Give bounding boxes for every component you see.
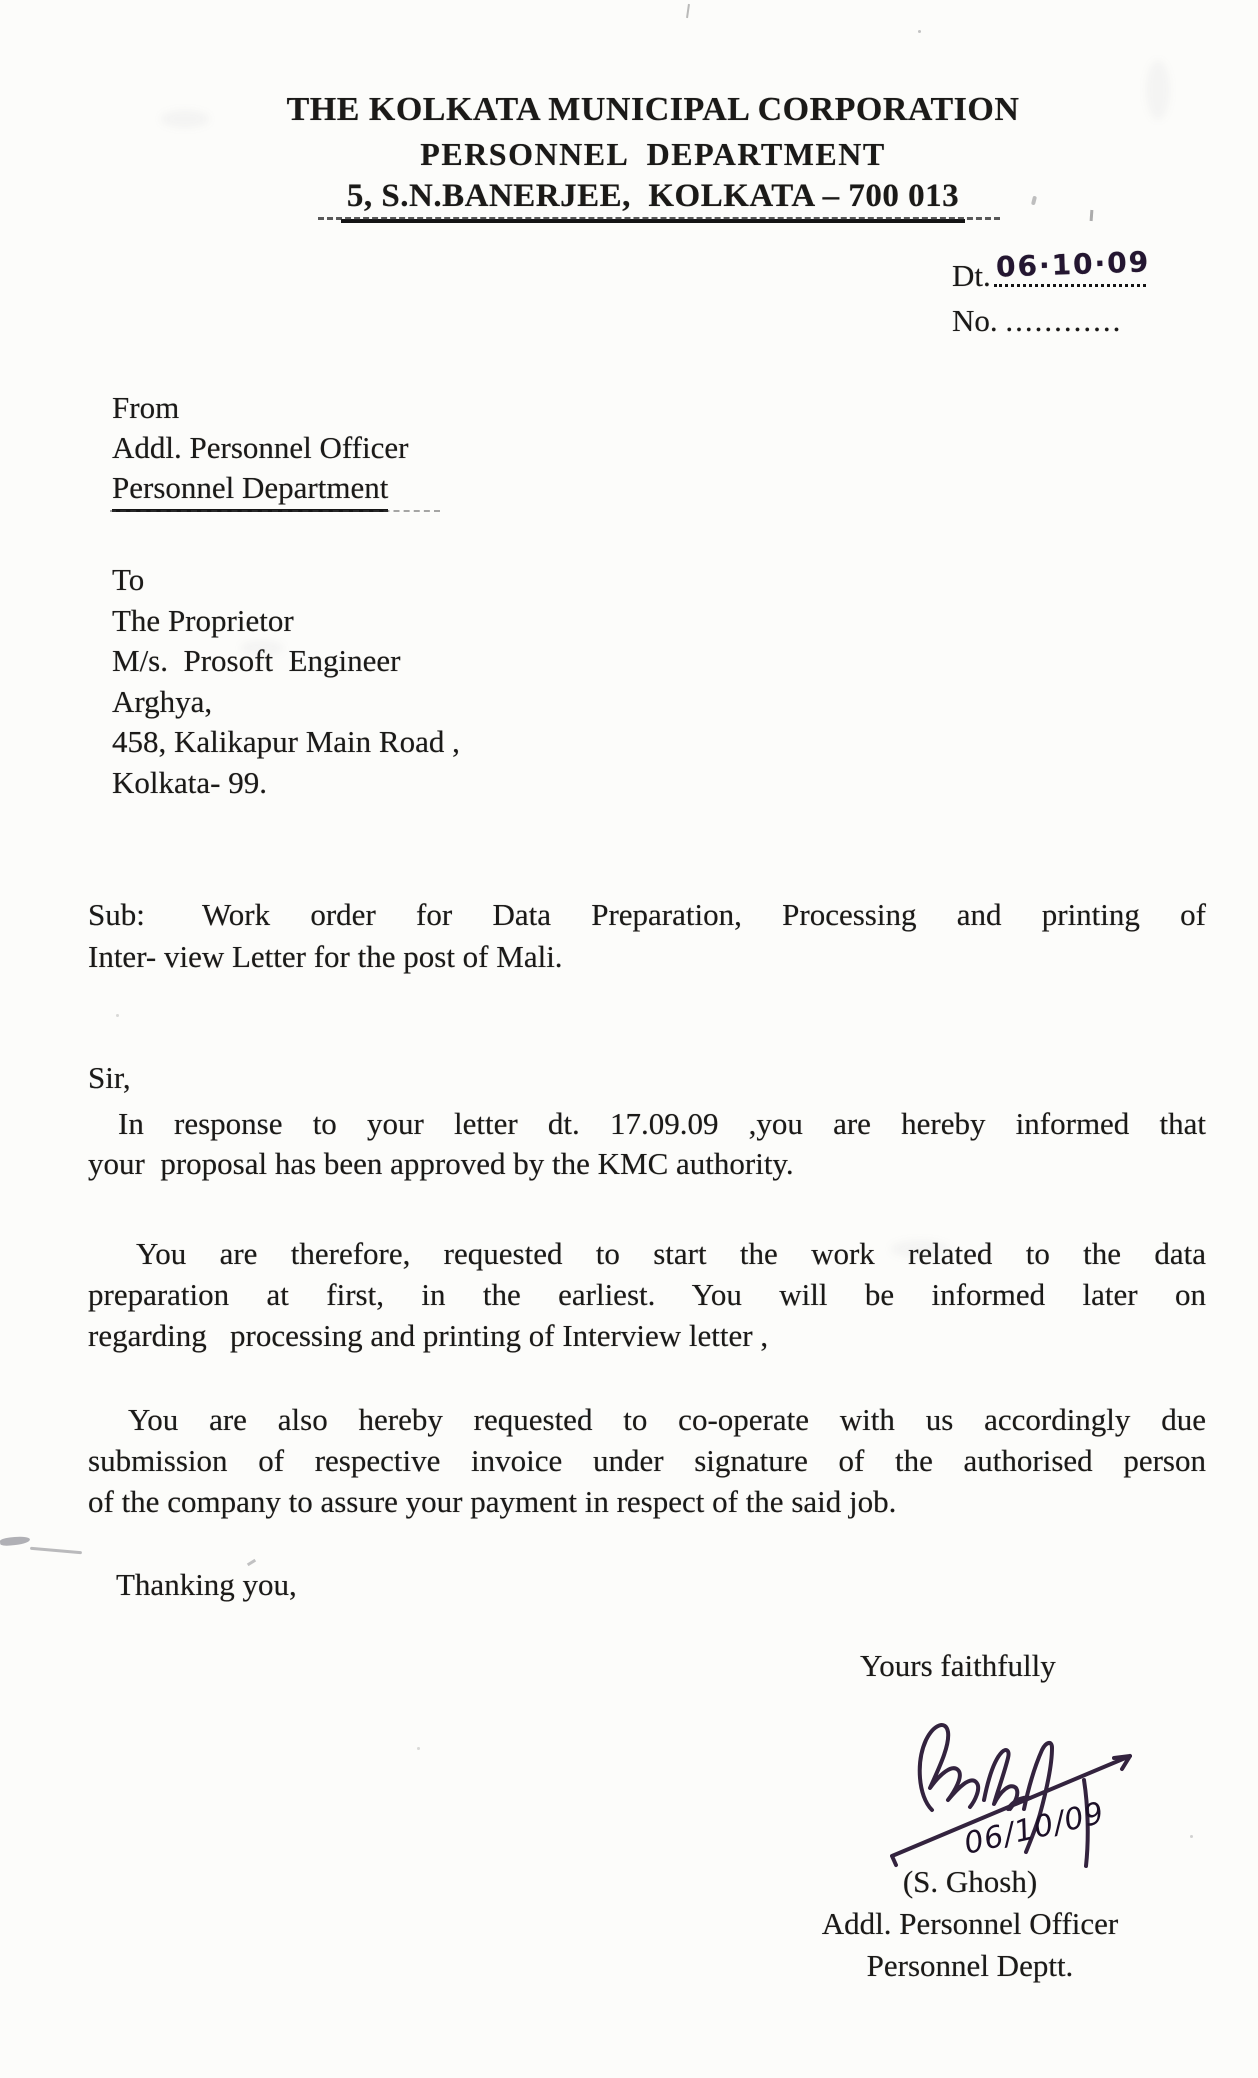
recipient-line: 458, Kalikapur Main Road , [112, 724, 460, 759]
salutation: Sir, [88, 1060, 131, 1095]
number-row [952, 303, 1122, 348]
signature-date: 06/10/09 [960, 1795, 1108, 1862]
body-line: your proposal has been approved by the KMC authority. [88, 1146, 794, 1181]
body-line: of the company to assure your payment in respect of the said job. [88, 1484, 897, 1519]
date-row [952, 245, 1151, 303]
date-label: Dt. [952, 258, 991, 293]
subject-block [88, 894, 1206, 978]
thanking-you: Thanking you, [116, 1567, 297, 1602]
signature [888, 1710, 1148, 1878]
body-line: regarding processing and printing of Interview letter , [88, 1318, 769, 1353]
scan-speck [1190, 1835, 1193, 1838]
signatory-name: (S. Ghosh) [902, 1864, 1038, 1899]
sender-department: Personnel Department [112, 468, 388, 512]
body-line: You are therefore, requested to start the work related to the data [136, 1236, 1206, 1271]
sender-name: Addl. Personnel Officer [112, 430, 409, 465]
subject-line-2: Inter- view Letter for the post of Mali. [88, 939, 563, 974]
from-block [112, 388, 408, 512]
scan-speck [417, 1747, 420, 1750]
recipient-line: Kolkata- 99. [112, 764, 267, 800]
scan-smudge [240, 640, 284, 656]
body-line: submission of respective invoice under signature of the authorised person [88, 1443, 1206, 1478]
date-number-block [952, 245, 1151, 348]
scan-smudge [160, 110, 210, 128]
pen-mark-left-line [30, 1547, 82, 1555]
letterhead-title: THE KOLKATA MUNICIPAL CORPORATION [286, 91, 1020, 128]
signatory-department: Personnel Deptt. [866, 1948, 1074, 1983]
letterhead-address: 5, S.N.BANERJEE, KOLKATA – 700 013 [341, 176, 965, 223]
yours-faithfully: Yours faithfully [860, 1648, 1056, 1683]
date-dotted-leader [994, 284, 1146, 287]
scan-artifact-tick-thanking [247, 1559, 256, 1566]
number-label: No. [952, 303, 998, 338]
to-label: To [112, 562, 145, 597]
to-block [112, 560, 460, 803]
address-dashed-underline [318, 217, 1000, 220]
handwritten-date: 06·10·09 [995, 245, 1151, 284]
signature-stroke [984, 1750, 1017, 1809]
body-line: preparation at first, in the earliest. You will be informed later on [88, 1277, 1206, 1312]
letterhead-department: PERSONNEL DEPARTMENT [420, 136, 886, 172]
scan-artifact-top-tick [686, 4, 690, 18]
pen-mark-left-edge [0, 1535, 30, 1546]
scan-speck [918, 30, 921, 33]
sender-dashed-underline [110, 510, 440, 512]
recipient-line: Arghya, [112, 683, 213, 719]
scan-speck [116, 1014, 119, 1017]
body-line: In response to your letter dt. 17.09.09 ,you are hereby informed that [118, 1106, 1206, 1141]
subject-text: Work order for Data Preparation, Processing and printing of [202, 897, 1206, 932]
scan-smudge [890, 1240, 950, 1258]
number-dotted-leader: ............ [1005, 303, 1123, 338]
recipient-line: The Proprietor [112, 602, 294, 638]
signature-stroke [920, 1725, 978, 1810]
signatory-designation: Addl. Personnel Officer [821, 1906, 1119, 1941]
scan-smudge [1146, 60, 1170, 120]
letterhead [24, 88, 1258, 223]
body-paragraph [88, 1399, 1206, 1522]
subject-label: Sub: [88, 897, 145, 932]
body-paragraph [88, 1104, 1206, 1184]
signatory-block [765, 1861, 1175, 1987]
body-paragraph [88, 1233, 1206, 1356]
recipient-line: M/s. Prosoft Engineer [112, 643, 401, 678]
subject-line-1 [88, 894, 1206, 936]
from-label: From [112, 390, 180, 425]
body-line: You are also hereby requested to co-operate with us accordingly due [128, 1402, 1206, 1437]
